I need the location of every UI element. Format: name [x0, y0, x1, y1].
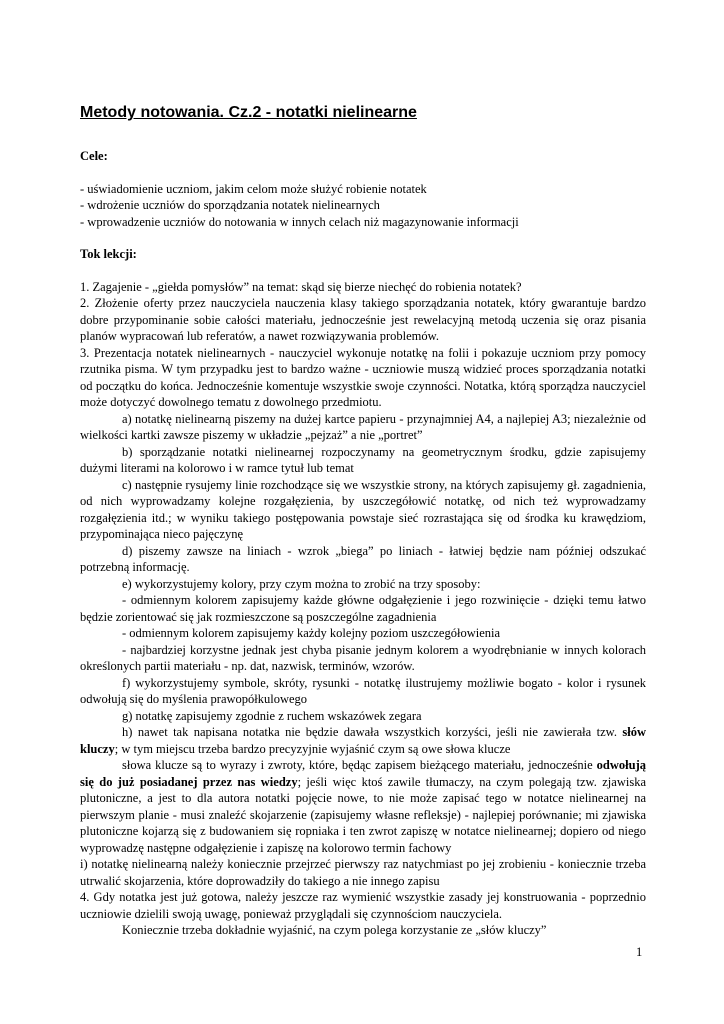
lesson-plan-heading: Tok lekcji: [80, 247, 137, 261]
paragraph-point-e-3: - najbardziej korzystne jednak jest chyba pisanie jednym kolorem a wyodrębnianie w innych kolorach określonych partii materiału - np. dat, nazwisk, terminów, wzorów. [80, 642, 646, 673]
page-number: 1 [636, 945, 643, 959]
paragraph-point-f: f) wykorzystujemy symbole, skróty, rysunki - notatkę ilustrujemy możliwie bogato - kolor i rysunek odwołują się do myślenia prawopółkulowego [80, 675, 646, 706]
paragraph-point-c: c) następnie rysujemy linie rozchodzące się we wszystkie strony, na których zapisujemy gł. zagadnienia, od nich wyprowadzamy kolejne rozgałęzienia, by uszczegółowić notatkę, od nich też wyprowadzamy rozgałęzienia itd.; w wyniku takiego postępowania powstaje sieć rozrastająca się od środka ku krawędziom, przypominająca nieco pajęczynę [80, 477, 646, 541]
spacer [80, 263, 646, 279]
paragraph-point-e: e) wykorzystujemy kolory, przy czym można to zrobić na trzy sposoby: [122, 576, 481, 591]
document-title: Metody notowania. Cz.2 - notatki nielinearne [80, 104, 417, 121]
goal-item: - wprowadzenie uczniów do notowania w innych celach niż magazynowanie informacji [80, 214, 519, 229]
paragraph-step-4: 4. Gdy notatka jest już gotowa, należy jeszcze raz wymienić wszystkie zasady jej konstruowania - poprzednio uczniowie dzielili swoją uwagę, ponieważ przyglądali się czynnościom nauczyciela. [80, 890, 646, 921]
paragraph-point-e-1: - odmiennym kolorem zapisujemy każde główne odgałęzienie i jego rozwinięcie - dzięki temu łatwo będzie zorientować się jak rozmieszczone są poszczególne zagadnienia [80, 593, 646, 624]
bold-phrase: odwołują się do już posiadanej przez nas wiedzy [80, 758, 646, 789]
paragraph-point-d: d) piszemy zawsze na liniach - wzrok „biega” po liniach - łatwiej będzie nam później odszukać potrzebną informację. [80, 543, 646, 574]
spacer [80, 230, 646, 246]
paragraph-closing: Koniecznie trzeba dokładnie wyjaśnić, na czym polega korzystanie ze „słów kluczy” [122, 923, 547, 937]
goal-item: - wdrożenie uczniów do sporządzania notatek nielinearnych [80, 198, 380, 212]
goals-heading: Cele: [80, 149, 108, 163]
paragraph-step-3: 3. Prezentacja notatek nielinearnych - nauczyciel wykonuje notatkę na folii i pokazuje uczniom przy pomocy rzutnika pisma. W tym przypadku jest to bardzo ważne - uczniowie muszą widzieć proces sporządzania notatki od początku do końca. Jednocześnie komentuje wszystkie swoje czynności. Notatka, którą sporządza nauczyciel może dotyczyć dowolnego tematu z dowolnego przedmiotu. [80, 345, 646, 409]
paragraph-point-b: b) sporządzanie notatki nielinearnej rozpoczynamy na geometrycznym środku, gdzie zapisujemy dużymi literami na kolorowo i w ramce tytuł lub temat [80, 444, 646, 475]
goal-item: - uświadomienie uczniom, jakim celom może służyć robienie notatek [80, 181, 427, 196]
paragraph-keywords [80, 757, 646, 856]
text-run: ; w tym miejscu trzeba bardzo precyzyjnie wyjaśnić czym są owe słowa klucze [114, 741, 511, 756]
paragraph-point-g: g) notatkę zapisujemy zgodnie z ruchem wskazówek zegara [122, 708, 422, 723]
text-run: ; jeśli więc ktoś zawile tłumaczy, na czym polegają tzw. zjawiska plutoniczne, a jest to dla autora notatki pojęcie nowe, to nie może zapisać tego w notatce nielinearnej na pierwszym planie - musi znaleźć skojarzenie (zapisujemy własne refleksje) - najlepiej porównanie; mi zjawiska plutoniczne kojarzą się z budowaniem się ropniaka i ten zwrot zapiszę w notatce nielinearnej; dopiero od niego wyprowadzę następne odgałęzienie i zapiszę na kolorowo termin fachowy [80, 774, 646, 855]
paragraph-point-a: a) notatkę nielinearną piszemy na dużej kartce papieru - przynajmniej A4, a najlepiej A3; niezależnie od wielkości kartki zawsze piszemy w układzie „pejzaż” a nie „portret” [80, 411, 646, 442]
paragraph-point-e-2: - odmiennym kolorem zapisujemy każdy kolejny poziom uszczegółowienia [122, 626, 501, 640]
paragraph-step-1: 1. Zagajenie - „giełda pomysłów” na temat: skąd się bierze niechęć do robienia notatek? [80, 279, 522, 294]
text-run: h) nawet tak napisana notatka nie będzie dawała wszystkich korzyści, jeśli nie zawierała tzw. [122, 725, 623, 739]
paragraph-point-h [80, 724, 646, 757]
text-run: słowa klucze są to wyrazy i zwroty, które, będąc zapisem bieżącego materiału, jednocześnie [122, 758, 597, 772]
spacer [80, 165, 646, 181]
document-body [80, 148, 646, 939]
paragraph-point-i: i) notatkę nielinearną należy koniecznie przejrzeć pierwszy raz natychmiast po jej zrobieniu - koniecznie trzeba utrwalić skojarzenia, które doprowadziły do takiego a nie innego zapisu [80, 857, 646, 888]
paragraph-step-2: 2. Złożenie oferty przez nauczyciela nauczenia klasy takiego sporządzania notatek, który gwarantuje bardzo dobre przypominanie sobie całości materiału, jednocześnie jest rewelacyjną metodą uczenia się oraz pisania planów wypracowań lub referatów, a nawet rozwiązywania problemów. [80, 296, 646, 343]
bold-term: słów kluczy [80, 725, 646, 756]
